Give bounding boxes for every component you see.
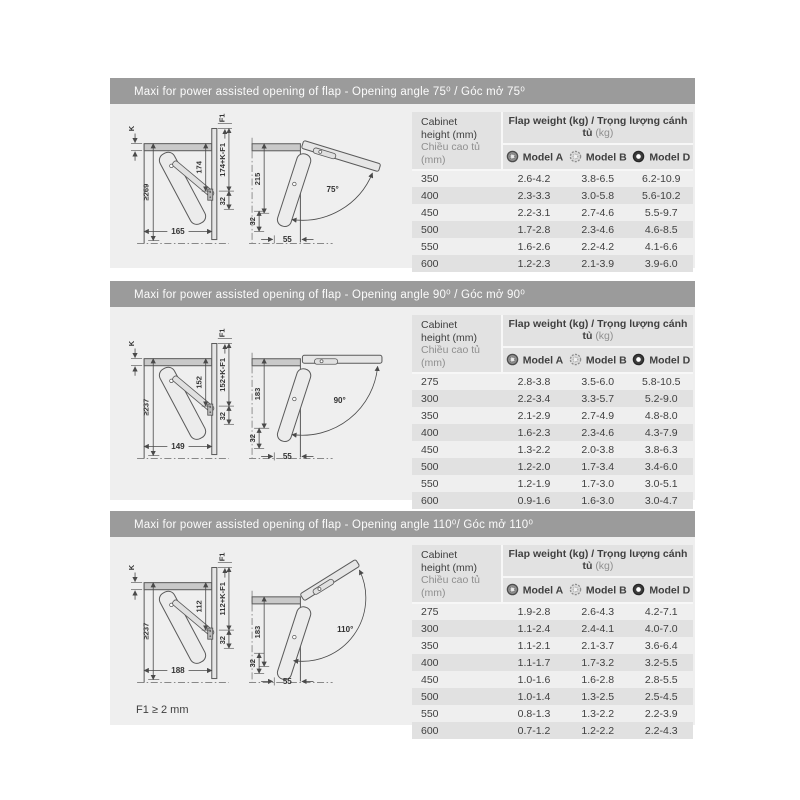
table-row xyxy=(412,255,693,272)
table-row xyxy=(412,671,693,688)
cabinet-top-panel xyxy=(144,359,212,366)
weight-range-cell: 4.8-8.0 xyxy=(644,409,678,422)
cabinet-top-panel xyxy=(144,583,212,590)
flap-front xyxy=(212,129,217,240)
weight-range-cell: 3.0-4.7 xyxy=(644,494,678,507)
weight-range-cell: 2.3-4.6 xyxy=(581,223,615,236)
spec-table-header xyxy=(412,315,693,373)
model-a-icon xyxy=(506,583,519,596)
model-column-header xyxy=(566,577,629,603)
model-b-icon xyxy=(569,353,582,366)
weight-range-cell: 5.8-10.5 xyxy=(641,376,681,388)
spec-table-body xyxy=(412,170,693,272)
model-b-icon xyxy=(569,150,582,163)
weight-range-cell: 1.1-2.4 xyxy=(517,622,551,635)
weight-range-cell: 2.3-3.3 xyxy=(517,189,551,202)
flap-bracket xyxy=(208,189,213,200)
table-row xyxy=(412,654,693,671)
model-column-header xyxy=(630,144,694,170)
model-a-icon xyxy=(506,150,519,163)
weight-range-cell: 1.3-2.2 xyxy=(517,443,551,456)
section-title: Maxi for power assisted opening of flap - Opening angle 75⁰ / Góc mở 75⁰ xyxy=(134,86,526,98)
cabinet-height-cell: 450 xyxy=(421,206,439,219)
section-110 xyxy=(110,511,695,737)
model-column-header xyxy=(630,577,694,603)
flap-weight-header xyxy=(502,112,693,144)
cabinet-height-cell: 350 xyxy=(421,173,439,185)
weight-range-cell: 1.0-1.4 xyxy=(517,690,551,703)
table-row xyxy=(412,688,693,705)
weight-range-cell: 3.0-5.1 xyxy=(644,477,678,490)
weight-range-cell: 1.7-3.0 xyxy=(581,477,615,490)
closed-flap-diagram xyxy=(127,112,236,250)
weight-range-cell: 2.8-5.5 xyxy=(644,673,678,686)
dim-k-label: K xyxy=(127,125,137,132)
f1-note: F1 ≥ 2 mm xyxy=(136,704,189,716)
weight-range-cell: 0.7-1.2 xyxy=(517,724,551,737)
dim-width-label: 149 xyxy=(171,442,185,451)
model-d-icon xyxy=(632,353,645,366)
weight-range-cell: 3.6-6.4 xyxy=(644,639,678,652)
cabinet-height-cell: 450 xyxy=(421,443,439,456)
closed-flap-diagram xyxy=(127,327,236,465)
open-flap-diagram xyxy=(242,112,388,250)
open-flap xyxy=(302,355,382,364)
weight-range-cell: 4.1-6.6 xyxy=(644,240,678,253)
model-label: Model B xyxy=(585,354,627,367)
spec-table-header xyxy=(412,112,693,170)
spec-table-wrap xyxy=(412,315,693,509)
dim-32-label: 32 xyxy=(248,434,258,443)
model-column-header xyxy=(566,144,629,170)
flap-weight-label: Flap weight (kg) / Trọng lượng cánh tủ xyxy=(508,115,688,140)
weight-range-cell: 1.2-2.3 xyxy=(517,257,551,270)
weight-range-cell: 4.6-8.5 xyxy=(644,223,678,236)
dim-k-label: K xyxy=(127,340,137,347)
dim-32-label: 32 xyxy=(217,635,227,645)
table-row xyxy=(412,722,693,739)
weight-range-cell: 3.9-6.0 xyxy=(644,257,678,270)
weight-range-cell: 2.2-4.3 xyxy=(644,724,678,737)
table-row xyxy=(412,204,693,221)
spec-table-wrap xyxy=(412,545,693,739)
flap-bracket xyxy=(208,628,213,639)
section-title: Maxi for power assisted opening of flap - Opening angle 110⁰/ Góc mở 110⁰ xyxy=(134,519,534,531)
weight-range-cell: 2.2-4.2 xyxy=(581,240,615,253)
weight-range-cell: 1.1-1.7 xyxy=(517,656,551,669)
dim-32-label: 32 xyxy=(217,196,227,206)
dim-formula-label: 112+K-F1 xyxy=(217,582,227,616)
weight-range-cell: 3.0-5.8 xyxy=(581,189,615,202)
dim-height-min-label: ≥237 xyxy=(141,398,151,416)
cabinet-header-line: Chiều cao tủ (mm) xyxy=(421,574,480,599)
screw-dot xyxy=(209,191,211,193)
section-header xyxy=(110,281,695,307)
model-label: Model A xyxy=(522,354,564,367)
table-row xyxy=(412,620,693,637)
screw-dot xyxy=(209,635,211,637)
table-row xyxy=(412,373,693,390)
weight-range-cell: 5.2-9.0 xyxy=(644,392,678,405)
weight-range-cell: 3.8-6.3 xyxy=(644,443,678,456)
cabinet-height-cell: 275 xyxy=(421,376,439,388)
cabinet-height-cell: 500 xyxy=(421,223,439,236)
lift-arm-body xyxy=(276,605,313,681)
weight-range-cell: 6.2-10.9 xyxy=(641,173,681,185)
table-row xyxy=(412,424,693,441)
dim-k-label: K xyxy=(127,564,137,571)
weight-range-cell: 2.2-3.4 xyxy=(517,392,551,405)
weight-range-cell: 2.3-4.6 xyxy=(581,426,615,439)
weight-range-cell: 3.8-6.5 xyxy=(581,173,615,185)
table-row xyxy=(412,705,693,722)
weight-range-cell: 1.6-3.0 xyxy=(581,494,615,507)
lift-arm-body xyxy=(276,152,313,228)
opening-angle-label: 75° xyxy=(326,185,339,195)
model-column-header xyxy=(502,347,566,373)
arm-pivot xyxy=(293,397,297,401)
cabinet-height-cell: 600 xyxy=(421,724,439,737)
weight-range-cell: 2.6-4.3 xyxy=(581,606,615,618)
weight-range-cell: 1.7-3.4 xyxy=(581,460,615,473)
section-75 xyxy=(110,78,695,268)
dim-depth-label: 55 xyxy=(282,451,292,461)
arm-pivot xyxy=(318,150,322,154)
dim-height-min-label: ≥269 xyxy=(141,183,151,201)
table-row xyxy=(412,441,693,458)
cabinet-header-line: Chiều cao tủ (mm) xyxy=(421,344,480,369)
weight-range-cell: 3.2-5.5 xyxy=(644,656,678,669)
weight-range-cell: 1.7-2.8 xyxy=(517,223,551,236)
cabinet-height-cell: 500 xyxy=(421,690,439,703)
cabinet-height-cell: 550 xyxy=(421,240,439,253)
weight-range-cell: 2.1-2.9 xyxy=(517,409,551,422)
flap-front xyxy=(212,344,217,455)
cabinet-header-line: Cabinet xyxy=(421,116,458,128)
cabinet-header-line: height (mm) xyxy=(421,561,478,574)
model-label: Model B xyxy=(585,584,627,597)
dim-32-label: 32 xyxy=(248,217,258,226)
dim-depth-label: 55 xyxy=(282,234,292,244)
dim-height-label: 215 xyxy=(253,172,263,186)
model-label: Model A xyxy=(522,151,564,164)
dim-inner-label: 152 xyxy=(194,376,204,389)
table-row xyxy=(412,637,693,654)
closed-flap-diagram xyxy=(127,551,236,689)
section-body xyxy=(110,537,695,737)
spec-table-wrap xyxy=(412,112,693,272)
weight-range-cell: 2.2-3.1 xyxy=(517,206,551,219)
model-label: Model D xyxy=(649,584,691,597)
weight-range-cell: 3.4-6.0 xyxy=(644,460,678,473)
open-flap xyxy=(300,559,360,601)
weight-range-cell: 2.4-4.1 xyxy=(581,622,615,635)
weight-range-cell: 4.3-7.9 xyxy=(644,426,678,439)
spec-table xyxy=(412,315,693,509)
arm-pivot xyxy=(320,360,323,363)
weight-range-cell: 3.5-6.0 xyxy=(581,376,615,388)
dim-formula-label: 174+K-F1 xyxy=(217,142,227,177)
table-row xyxy=(412,458,693,475)
table-row xyxy=(412,170,693,187)
weight-range-cell: 0.8-1.3 xyxy=(517,707,551,720)
cabinet-header-line: Cabinet xyxy=(421,549,458,561)
cabinet-header-line: Chiều cao tủ (mm) xyxy=(421,141,480,166)
cabinet-height-cell: 350 xyxy=(421,409,439,422)
cabinet-height-cell: 600 xyxy=(421,257,439,270)
open-flap xyxy=(301,140,381,172)
cabinet-height-cell: 300 xyxy=(421,622,439,635)
weight-range-cell: 2.1-3.9 xyxy=(581,257,615,270)
table-row xyxy=(412,492,693,509)
cabinet-height-cell: 600 xyxy=(421,494,439,507)
weight-range-cell: 4.2-7.1 xyxy=(644,606,678,618)
table-row xyxy=(412,603,693,620)
table-row xyxy=(412,187,693,204)
table-row xyxy=(412,221,693,238)
weight-range-cell: 1.6-2.3 xyxy=(517,426,551,439)
cabinet-height-cell: 400 xyxy=(421,189,439,202)
dim-f1-label: F1 xyxy=(217,552,227,562)
table-row xyxy=(412,407,693,424)
weight-range-cell: 1.9-2.8 xyxy=(517,606,551,618)
arm-pivot xyxy=(293,635,297,639)
weight-range-cell: 1.1-2.1 xyxy=(517,639,551,652)
model-column-header xyxy=(502,577,566,603)
model-d-icon xyxy=(632,583,645,596)
weight-range-cell: 2.1-3.7 xyxy=(581,639,615,652)
weight-range-cell: 0.9-1.6 xyxy=(517,494,551,507)
weight-range-cell: 5.6-10.2 xyxy=(641,189,681,202)
weight-range-cell: 1.0-1.6 xyxy=(517,673,551,686)
model-column-header xyxy=(566,347,629,373)
lift-arm-body xyxy=(276,367,313,443)
model-column-header xyxy=(502,144,566,170)
section-header xyxy=(110,78,695,104)
cabinet-height-header xyxy=(412,545,502,603)
weight-range-cell: 2.0-3.8 xyxy=(581,443,615,456)
section-title: Maxi for power assisted opening of flap - Opening angle 90⁰ / Góc mở 90⁰ xyxy=(134,289,526,301)
cabinet-height-cell: 500 xyxy=(421,460,439,473)
weight-range-cell: 1.3-2.5 xyxy=(581,690,615,703)
table-row xyxy=(412,238,693,255)
model-label: Model D xyxy=(649,354,691,367)
cabinet-top-panel xyxy=(252,597,300,604)
cabinet-top-panel xyxy=(252,144,300,151)
cabinet-header-line: Cabinet xyxy=(421,319,458,331)
flap-weight-label: Flap weight (kg) / Trọng lượng cánh tủ xyxy=(508,548,688,573)
weight-range-cell: 2.5-4.5 xyxy=(644,690,678,703)
cabinet-height-cell: 275 xyxy=(421,606,439,618)
weight-range-cell: 2.8-3.8 xyxy=(517,376,551,388)
arm-pivot xyxy=(293,182,297,186)
section-body xyxy=(110,307,695,507)
section-90 xyxy=(110,281,695,507)
table-row xyxy=(412,390,693,407)
model-a-icon xyxy=(506,353,519,366)
dim-height-label: 183 xyxy=(253,387,263,401)
dim-inner-label: 112 xyxy=(194,600,204,613)
dim-inner-label: 174 xyxy=(194,161,204,174)
dim-f1-label: F1 xyxy=(217,113,227,123)
open-flap-diagram xyxy=(242,327,388,465)
cabinet-height-cell: 550 xyxy=(421,477,439,490)
cabinet-height-cell: 350 xyxy=(421,639,439,652)
model-label: Model D xyxy=(649,151,691,164)
weight-range-cell: 2.7-4.6 xyxy=(581,206,615,219)
cabinet-height-cell: 450 xyxy=(421,673,439,686)
flap-bracket xyxy=(208,404,213,415)
opening-angle-label: 110° xyxy=(337,625,354,635)
spec-table-header xyxy=(412,545,693,603)
dim-height-min-label: ≥237 xyxy=(141,622,151,640)
flap-weight-unit: (kg) xyxy=(595,560,614,573)
weight-range-cell: 2.6-4.2 xyxy=(517,173,551,185)
spec-table xyxy=(412,112,693,272)
cabinet-height-cell: 300 xyxy=(421,392,439,405)
screw-dot xyxy=(209,630,211,632)
table-row xyxy=(412,475,693,492)
cabinet-height-header xyxy=(412,315,502,373)
weight-range-cell: 3.3-5.7 xyxy=(581,392,615,405)
cabinet-height-cell: 400 xyxy=(421,426,439,439)
weight-range-cell: 1.6-2.6 xyxy=(517,240,551,253)
open-flap-diagram xyxy=(242,551,388,689)
cabinet-top-panel xyxy=(252,359,300,366)
model-label: Model A xyxy=(522,584,564,597)
dim-32-label: 32 xyxy=(248,659,258,668)
dim-width-label: 165 xyxy=(171,227,185,236)
weight-range-cell: 1.7-3.2 xyxy=(581,656,615,669)
weight-range-cell: 4.0-7.0 xyxy=(644,622,678,635)
flap-front xyxy=(212,568,217,679)
section-body xyxy=(110,104,695,268)
flap-weight-header xyxy=(502,315,693,347)
weight-range-cell: 1.3-2.2 xyxy=(581,707,615,720)
flap-weight-unit: (kg) xyxy=(595,127,614,140)
dim-height-label: 183 xyxy=(253,625,263,639)
dim-f1-label: F1 xyxy=(217,328,227,338)
weight-range-cell: 5.5-9.7 xyxy=(644,206,678,219)
model-b-icon xyxy=(569,583,582,596)
cabinet-height-cell: 550 xyxy=(421,707,439,720)
weight-range-cell: 1.6-2.8 xyxy=(581,673,615,686)
model-d-icon xyxy=(632,150,645,163)
cabinet-top-panel xyxy=(144,144,212,151)
screw-dot xyxy=(209,196,211,198)
spec-table-body xyxy=(412,603,693,739)
cabinet-header-line: height (mm) xyxy=(421,331,478,344)
opening-angle-label: 90° xyxy=(333,396,346,406)
model-label: Model B xyxy=(585,151,627,164)
cabinet-height-cell: 400 xyxy=(421,656,439,669)
flap-weight-label: Flap weight (kg) / Trọng lượng cánh tủ xyxy=(508,318,688,343)
section-header xyxy=(110,511,695,537)
screw-dot xyxy=(209,411,211,413)
screw-dot xyxy=(209,406,211,408)
weight-range-cell: 2.2-3.9 xyxy=(644,707,678,720)
dim-formula-label: 152+K-F1 xyxy=(217,357,227,392)
spec-table xyxy=(412,545,693,739)
flap-bracket xyxy=(314,359,337,365)
dim-depth-label: 55 xyxy=(282,676,292,686)
dim-32-label: 32 xyxy=(217,411,227,421)
flap-weight-unit: (kg) xyxy=(595,330,614,343)
dim-width-label: 188 xyxy=(171,666,185,675)
weight-range-cell: 1.2-1.9 xyxy=(517,477,551,490)
cabinet-height-header xyxy=(412,112,502,170)
weight-range-cell: 2.7-4.9 xyxy=(581,409,615,422)
weight-range-cell: 1.2-2.0 xyxy=(517,460,551,473)
model-column-header xyxy=(630,347,694,373)
spec-table-body xyxy=(412,373,693,509)
weight-range-cell: 1.2-2.2 xyxy=(581,724,615,737)
cabinet-header-line: height (mm) xyxy=(421,128,478,141)
flap-weight-header xyxy=(502,545,693,577)
